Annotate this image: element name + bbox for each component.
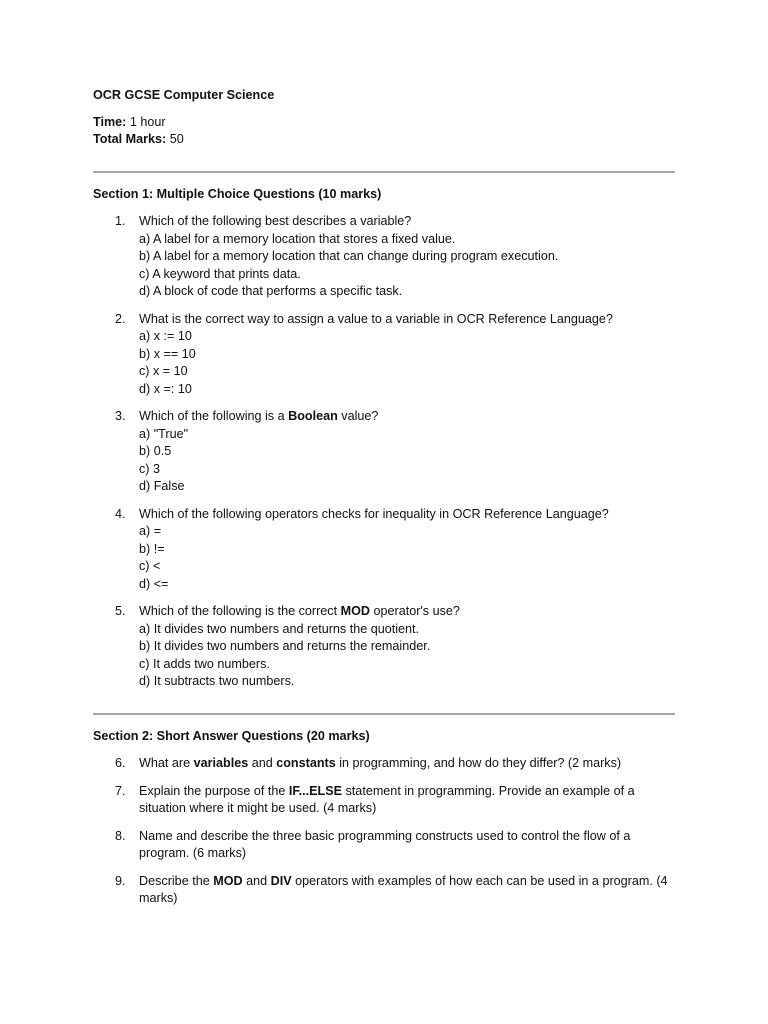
question-text-part: Which of the following is the correct (139, 604, 341, 618)
question-number: 9. (115, 873, 126, 888)
question-number: 2. (115, 311, 126, 326)
question-text-bold: Boolean (288, 409, 338, 423)
question-number: 3. (115, 409, 126, 423)
question-item (93, 828, 675, 863)
answer-option: c) x = 10 (139, 364, 188, 378)
time-label: Time: (93, 114, 127, 129)
answer-option: c) It adds two numbers. (139, 656, 270, 671)
section-1-title: Section 1: Multiple Choice Questions (10 marks) (93, 186, 382, 201)
divider (93, 713, 675, 715)
answer-option: a) A label for a memory location that stores a fixed value. (139, 231, 456, 246)
answer-option: c) 3 (139, 461, 160, 476)
question-text-part: operator's use? (369, 604, 460, 618)
answer-option: d) A block of code that performs a specific task. (139, 284, 403, 298)
answer-option: a) x := 10 (139, 329, 192, 343)
question-number: 8. (115, 828, 126, 843)
question-text (139, 604, 460, 618)
question-text (139, 409, 378, 423)
section-2-questions (93, 755, 675, 908)
answer-option: b) x == 10 (139, 346, 196, 361)
question-text-part: and (248, 756, 277, 770)
question-text: Which of the following best describes a variable? (139, 214, 412, 228)
total-marks-label: Total Marks: (93, 132, 167, 146)
question-text-part: What are (139, 756, 194, 770)
question-text-part: value? (337, 409, 379, 423)
question-text-bold: MOD (213, 873, 243, 888)
question-text: Name and describe the three basic programming constructs used to control the flow of a program. (6 marks) (139, 828, 631, 860)
question-text: Which of the following operators checks for inequality in OCR Reference Language? (139, 506, 609, 521)
question-text: What is the correct way to assign a value to a variable in OCR Reference Language? (139, 311, 613, 326)
exam-paper (93, 87, 675, 918)
question-item (93, 783, 675, 818)
answer-option: b) A label for a memory location that can change during program execution. (139, 249, 559, 263)
question-text-part: statement in programming. Provide an example of a situation where it might be used. (4 marks) (139, 783, 635, 815)
answer-option: a) "True" (139, 426, 189, 441)
answer-option: c) < (139, 559, 161, 573)
question-text-part: and (242, 873, 271, 888)
question-item (93, 755, 675, 773)
question-text-bold: constants (276, 756, 336, 770)
question-text-part: Which of the following is a (139, 409, 289, 423)
answer-option: d) <= (139, 576, 169, 591)
answer-option: d) False (139, 479, 185, 493)
question-item (93, 311, 675, 399)
section-2-title: Section 2: Short Answer Questions (20 marks) (93, 728, 370, 743)
question-text-part: Describe the (139, 873, 214, 888)
section-1-questions (93, 213, 675, 691)
question-number: 6. (115, 756, 126, 770)
total-marks-value: 50 (166, 132, 184, 146)
question-text-part: in programming, and how do they differ? (2 marks) (335, 756, 622, 770)
question-item (93, 213, 675, 301)
question-text (139, 784, 635, 816)
question-text (139, 874, 668, 906)
answer-option: a) = (139, 524, 162, 538)
divider (93, 171, 675, 173)
question-text-bold: MOD (340, 604, 370, 618)
answer-option: a) It divides two numbers and returns the quotient. (139, 621, 420, 636)
question-number: 1. (115, 214, 126, 228)
question-item (93, 873, 675, 908)
time-line (93, 114, 675, 132)
question-text-part: operators with examples of how each can be used in a program. (4 marks) (139, 873, 668, 905)
time-value: 1 hour (126, 114, 166, 129)
question-number: 7. (115, 783, 126, 798)
answer-option: d) x =: 10 (139, 381, 192, 396)
question-item (93, 506, 675, 594)
question-item (93, 408, 675, 496)
question-text-bold: DIV (270, 873, 292, 888)
answer-option: c) A keyword that prints data. (139, 266, 301, 281)
paper-title: OCR GCSE Computer Science (93, 88, 275, 102)
question-text-bold: IF...ELSE (288, 783, 343, 798)
answer-option: b) != (139, 541, 165, 556)
answer-option: b) 0.5 (139, 444, 172, 458)
total-marks-line (93, 131, 675, 149)
answer-option: d) It subtracts two numbers. (139, 674, 295, 688)
question-text-part: Explain the purpose of the (139, 783, 289, 798)
question-number: 5. (115, 604, 126, 618)
question-item (93, 603, 675, 691)
question-number: 4. (115, 506, 126, 521)
question-text (139, 756, 621, 770)
question-text-bold: variables (193, 756, 249, 770)
answer-option: b) It divides two numbers and returns the remainder. (139, 639, 431, 653)
